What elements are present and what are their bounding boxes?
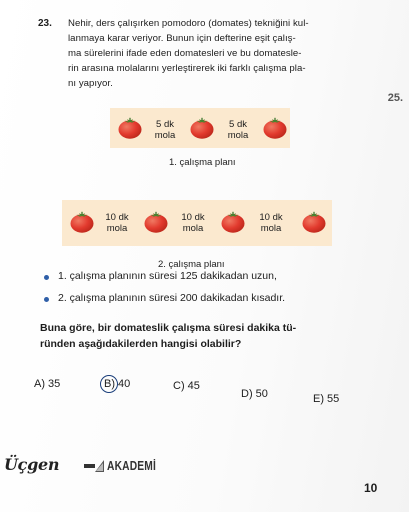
- bullet-icon: [44, 275, 49, 280]
- break-label: 5 dk mola: [227, 119, 249, 141]
- bullet-icon: [44, 297, 49, 302]
- question-text-line: ma sürelerini ifade eden domatesleri ve bu domatesle-: [68, 48, 302, 59]
- tomato-icon: [144, 211, 168, 233]
- plan-1-caption: 1. çalışma planı: [169, 157, 236, 168]
- condition-2: 2. çalışma planının süresi 200 dakikadan kısadır.: [58, 292, 286, 304]
- choice-c[interactable]: C) 45: [173, 380, 200, 392]
- publisher-logo-name: Üçgen: [4, 455, 60, 474]
- tomato-icon: [190, 117, 214, 139]
- break-label: 10 dk mola: [259, 212, 283, 234]
- question-prompt-line: ründen aşağıdakilerden hangisi olabilir?: [40, 338, 242, 350]
- choice-d[interactable]: D) 50: [241, 388, 268, 400]
- question-number: 23.: [38, 18, 52, 29]
- choice-a[interactable]: A) 35: [34, 378, 61, 390]
- question-text-line: nı yapıyor.: [68, 78, 113, 89]
- tomato-icon: [70, 211, 94, 233]
- question-text-line: rin arasına molalarını yerleştirerek iki farklı çalışma pla-: [68, 63, 306, 74]
- tomato-icon: [263, 117, 287, 139]
- question-prompt-line: Buna göre, bir domateslik çalışma süresi dakika tü-: [40, 322, 297, 334]
- publisher-logo-subtitle: AKADEMİ: [107, 459, 156, 473]
- break-label: 10 dk mola: [181, 212, 205, 234]
- side-question-number: 25.: [387, 92, 403, 104]
- tomato-icon: [118, 117, 142, 139]
- publisher-logo-mark-icon: [84, 459, 104, 473]
- question-text-line: Nehir, ders çalışırken pomodoro (domates) tekniğini kul-: [68, 18, 309, 29]
- break-label: 5 dk mola: [154, 119, 176, 141]
- condition-1: 1. çalışma planının süresi 125 dakikadan uzun,: [58, 270, 277, 282]
- page-number: 10: [364, 481, 378, 495]
- plan-2-caption: 2. çalışma planı: [158, 259, 225, 270]
- choice-b[interactable]: B) 40: [104, 378, 131, 390]
- tomato-icon: [302, 211, 326, 233]
- question-text-line: lanmaya karar veriyor. Bunun için defterine eşit çalış-: [68, 33, 296, 44]
- tomato-icon: [221, 211, 245, 233]
- break-label: 10 dk mola: [105, 212, 129, 234]
- choice-e[interactable]: E) 55: [313, 393, 340, 405]
